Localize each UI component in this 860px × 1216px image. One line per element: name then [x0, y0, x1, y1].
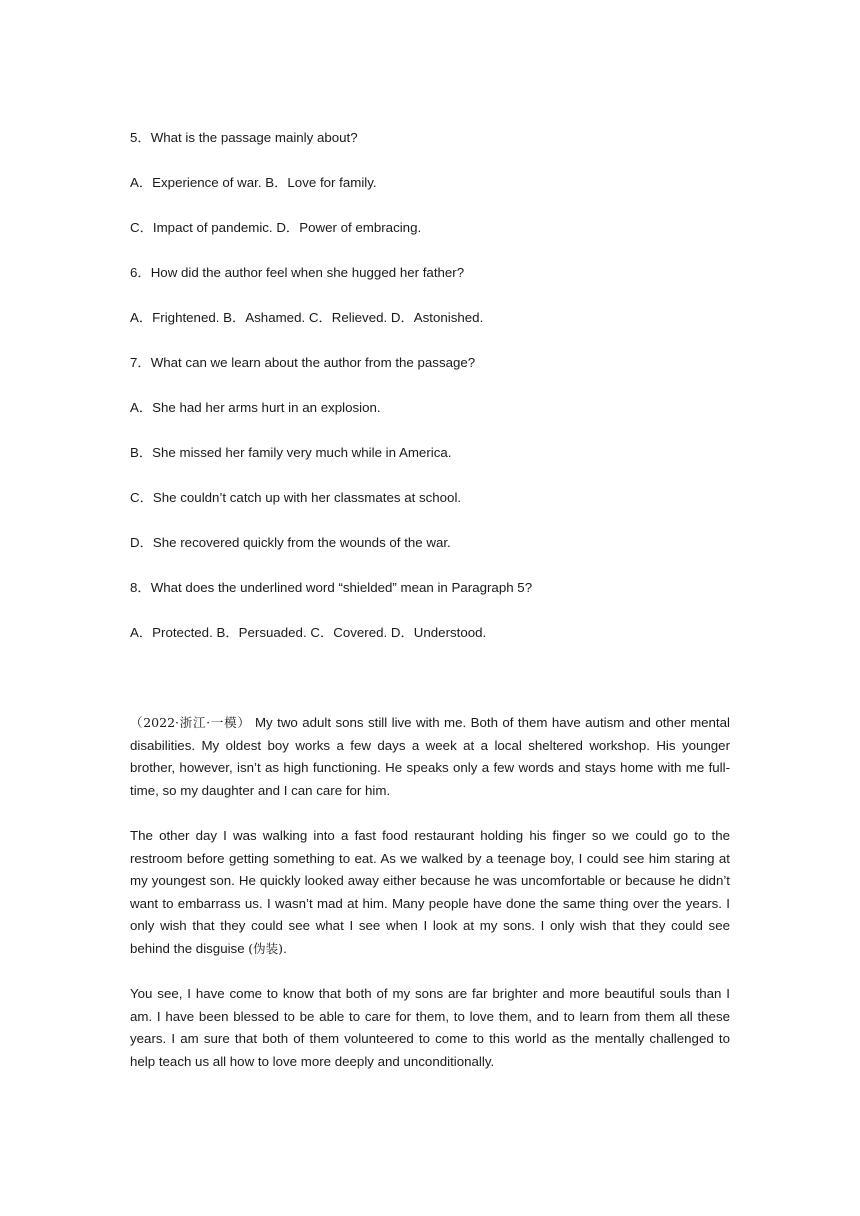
passage-source: （2022·浙江·一模） [130, 715, 251, 730]
passage-paragraph-2-end: . [283, 940, 287, 956]
question-5-options-ab: A．Experience of war. B．Love for family. [130, 175, 377, 190]
question-6-options: A．Frightened. B．Ashamed. C．Relieved. D．Astonished. [130, 310, 484, 325]
question-8-options: A．Protected. B．Persuaded. C．Covered. D．Understood. [130, 625, 487, 640]
gloss-disguise: (伪装) [248, 940, 284, 956]
passage-paragraph-1-text: My two adult sons still live with me. Both of them have autism and other mental disabilities. My oldest boy works a few days a week at a local sheltered workshop. His younger brother, however, isn’t as high functioning. He speaks only a few words and stays home with me full-time, so my daughter and I can care for him. [130, 715, 730, 798]
question-7-option-c: C．She couldn’t catch up with her classmates at school. [130, 490, 462, 505]
question-7-option-a: A．She had her arms hurt in an explosion. [130, 400, 381, 415]
question-7: 7．What can we learn about the author from the passage? [130, 355, 476, 370]
question-5-options-cd: C．Impact of pandemic. D．Power of embracing. [130, 220, 422, 235]
question-7-option-d: D．She recovered quickly from the wounds of the war. [130, 535, 451, 550]
passage-paragraph-2-text: The other day I was walking into a fast food restaurant holding his finger so we could go to the restroom before getting something to eat. As we walked by a teenage boy, I could see him staring at my youngest son. He quickly looked away either because he was uncomfortable or because he didn’t want to embarrass us. I wasn’t mad at him. Many people have done the same thing over the years. I only wish that they could see what I see when I look at my sons. I only wish that they could see behind the disguise [130, 828, 730, 956]
passage-paragraph-3: You see, I have come to know that both of my sons are far brighter and more beautiful souls than I am. I have been blessed to be able to care for them, to love them, and to learn from them all these years. I am sure that both of them volunteered to come to this world as the mentally challenged to help teach us all how to love more deeply and unconditionally. [130, 986, 730, 1069]
passage-paragraph-1 [130, 712, 730, 802]
question-5: 5．What is the passage mainly about? [130, 130, 358, 145]
question-6: 6．How did the author feel when she hugged her father? [130, 265, 465, 280]
passage-paragraph-2 [130, 825, 730, 960]
question-8: 8．What does the underlined word “shielded” mean in Paragraph 5? [130, 580, 533, 595]
question-7-option-b: B．She missed her family very much while in America. [130, 445, 452, 460]
